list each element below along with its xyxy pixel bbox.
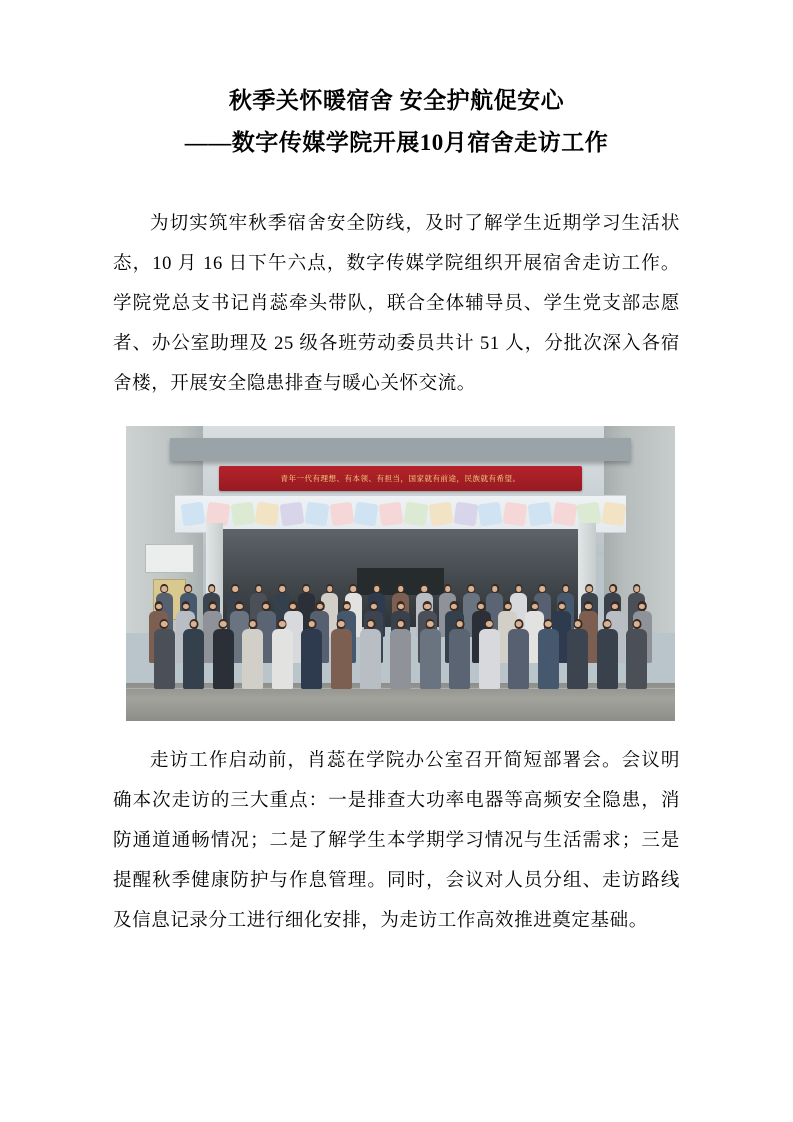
photo-person-face	[539, 586, 545, 591]
photo-person-face	[587, 586, 593, 591]
photo-person-face	[191, 621, 198, 627]
title-line-1: 秋季关怀暖宿舍 安全护航促安心	[228, 88, 565, 113]
photo-person-face	[303, 586, 309, 591]
photo-person	[567, 629, 588, 689]
photo-person-face	[634, 586, 640, 591]
photo-person-face	[280, 586, 286, 591]
photo-person-face	[469, 586, 475, 591]
photo-person-face	[290, 604, 296, 610]
photo-person-face	[161, 621, 168, 627]
photo-person-face	[317, 604, 323, 610]
photo-person-face	[397, 621, 404, 627]
photo-person-face	[492, 586, 498, 591]
photo-person-face	[210, 604, 216, 610]
photo-person-face	[344, 604, 350, 610]
photo-person	[301, 629, 322, 689]
decor-fish-icon	[602, 501, 626, 526]
photo-banner: 青年一代有理想、有本领、有担当，国家就有前途，民族就有希望。	[219, 466, 581, 491]
photo-person-face	[451, 604, 457, 610]
photo-person	[183, 629, 204, 689]
photo-person	[538, 629, 559, 689]
photo-person-face	[183, 604, 189, 610]
photo-person-face	[421, 586, 427, 591]
decor-fish-icon	[280, 501, 305, 526]
photo-person	[272, 629, 293, 689]
decor-fish-icon	[305, 501, 330, 526]
photo-person-face	[327, 586, 333, 591]
page-title	[113, 80, 680, 164]
decor-fish-icon	[181, 501, 206, 526]
document-content	[113, 80, 680, 941]
decor-fish-icon	[379, 501, 404, 526]
photo-person-face	[374, 586, 380, 591]
photo-person-face	[604, 621, 611, 627]
photo-decor-strip	[175, 495, 625, 532]
decor-fish-icon	[255, 501, 280, 526]
photo-person	[626, 629, 647, 689]
photo-person	[242, 629, 263, 689]
photo-person-face	[427, 621, 434, 627]
decor-fish-icon	[329, 501, 354, 526]
photo-person-face	[236, 604, 242, 610]
photo-person-face	[371, 604, 377, 610]
photo-person-face	[309, 621, 316, 627]
photo-person-face	[250, 621, 257, 627]
photo-person	[479, 629, 500, 689]
photo-person-face	[209, 586, 215, 591]
photo-crowd	[126, 556, 675, 689]
photo-person-face	[156, 604, 162, 610]
photo-person-face	[445, 586, 451, 591]
photo-person-face	[585, 604, 591, 610]
photo-person-face	[368, 621, 375, 627]
photo-person	[331, 629, 352, 689]
paragraph-1: 为切实筑牢秋季宿舍安全防线，及时了解学生近期学习生活状态，10 月 16 日下午六点，数字传媒学院组织开展宿舍走访工作。学院党总支书记肖蕊牵头带队，联合全体辅导员、学生党支部志愿者、办公室助理及 25 级各班劳动委员共计 51 人，分批次深入各宿舍楼，开展安全隐患排查与暖心关怀交流。	[113, 214, 680, 394]
photo-person-face	[558, 604, 564, 610]
decor-fish-icon	[552, 501, 577, 526]
photo-person-face	[574, 621, 581, 627]
photo-person-face	[633, 621, 640, 627]
photo-figure	[126, 426, 675, 721]
photo-person-face	[185, 586, 191, 591]
decor-fish-icon	[527, 501, 552, 526]
decor-fish-icon	[478, 501, 503, 526]
decor-fish-icon	[230, 501, 255, 526]
photo-person	[508, 629, 529, 689]
photo-person-face	[263, 604, 269, 610]
photo-person-face	[232, 586, 238, 591]
decor-fish-icon	[428, 501, 453, 526]
photo-person-face	[612, 604, 618, 610]
title-line-2: ——数字传媒学院开展10月宿舍走访工作	[184, 130, 609, 155]
decor-fish-icon	[354, 501, 379, 526]
decor-fish-icon	[453, 501, 478, 526]
photo-person-face	[338, 621, 345, 627]
photo-person-face	[279, 621, 286, 627]
decor-fish-icon	[503, 501, 528, 526]
photo-person-face	[256, 586, 262, 591]
photo-person	[360, 629, 381, 689]
photo-person-face	[220, 621, 227, 627]
photo-person-face	[505, 604, 511, 610]
photo-person-face	[515, 621, 522, 627]
photo-person-face	[486, 621, 493, 627]
photo-person-face	[563, 586, 569, 591]
photo-person-face	[610, 586, 616, 591]
photo-person	[597, 629, 618, 689]
decor-fish-icon	[404, 501, 429, 526]
photo-person-face	[545, 621, 552, 627]
photo-person-face	[162, 586, 168, 591]
photo-person-face	[532, 604, 538, 610]
group-photo	[126, 426, 675, 721]
photo-person	[390, 629, 411, 689]
photo-person-face	[639, 604, 645, 610]
photo-person-face	[456, 621, 463, 627]
photo-person-face	[516, 586, 522, 591]
photo-person-face	[424, 604, 430, 610]
photo-person-face	[351, 586, 357, 591]
photo-person	[154, 629, 175, 689]
photo-person-face	[398, 586, 404, 591]
photo-person-face	[478, 604, 484, 610]
photo-person	[213, 629, 234, 689]
photo-canopy-beam	[170, 438, 631, 462]
paragraph-2: 走访工作启动前，肖蕊在学院办公室召开简短部署会。会议明确本次走访的三大重点：一是排查大功率电器等高频安全隐患，消防通道通畅情况；二是了解学生本学期学习情况与生活需求；三是提醒秋季健康防护与作息管理。同时，会议对人员分组、走访路线及信息记录分工进行细化安排，为走访工作高效推进奠定基础。	[113, 751, 680, 931]
photo-person	[449, 629, 470, 689]
photo-person-face	[397, 604, 403, 610]
photo-person	[420, 629, 441, 689]
